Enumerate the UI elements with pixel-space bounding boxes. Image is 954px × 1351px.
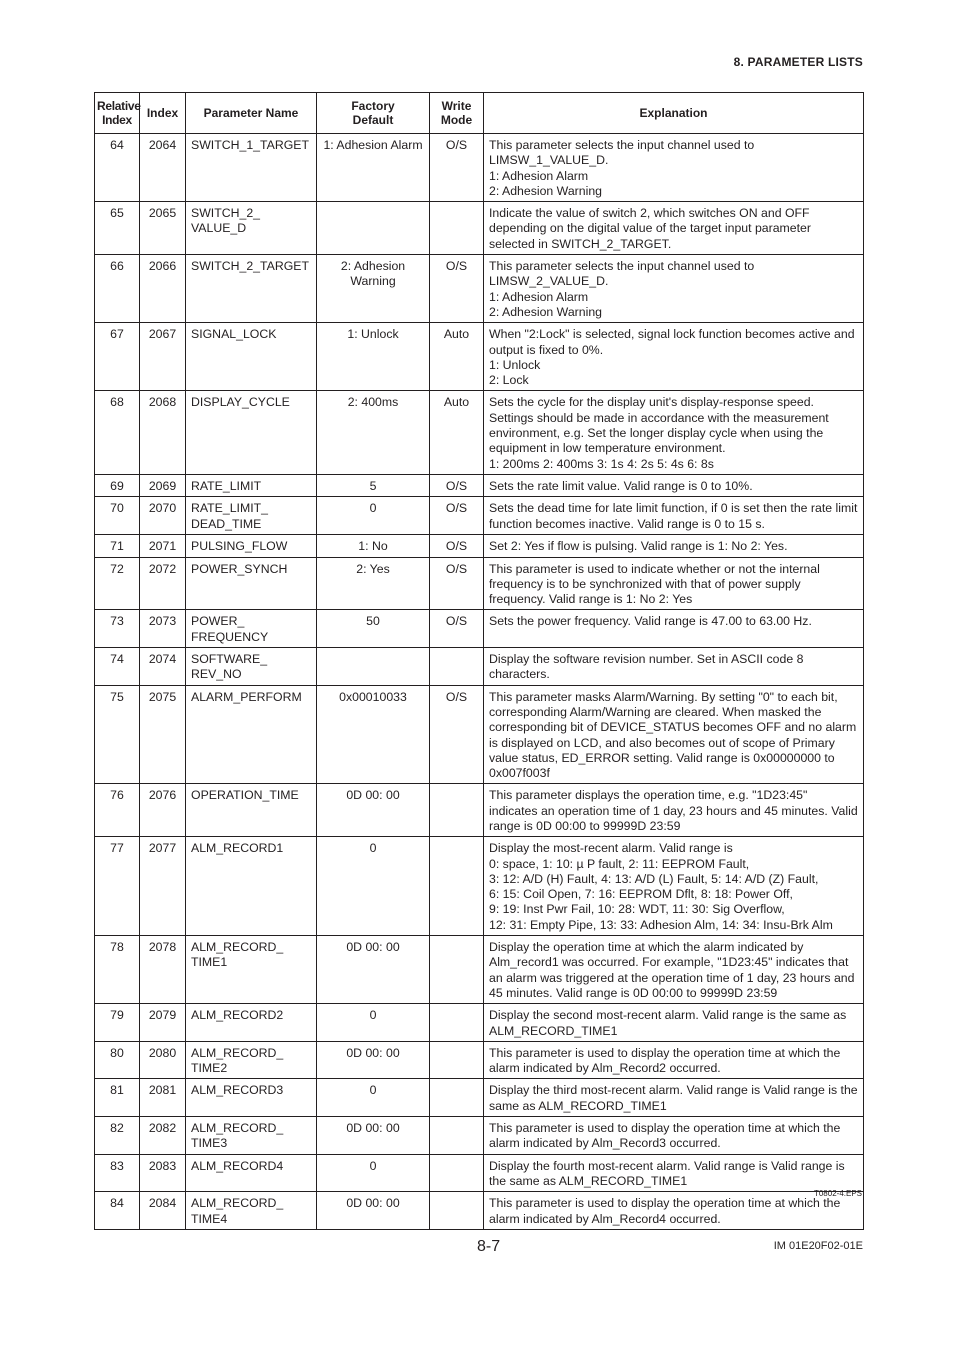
cell-parameter-name: SOFTWARE_ REV_NO — [186, 648, 317, 686]
cell-parameter-name: PULSING_FLOW — [186, 535, 317, 557]
cell-index: 2072 — [140, 557, 186, 610]
cell-index: 2073 — [140, 610, 186, 648]
cell-write-mode: Auto — [430, 323, 484, 391]
cell-write-mode — [430, 1079, 484, 1117]
table-row — [95, 474, 864, 496]
cell-explanation: This parameter selects the input channel used to LIMSW_1_VALUE_D. 1: Adhesion Alarm 2: Adhesion Warning — [484, 134, 864, 202]
parameter-table — [94, 92, 864, 1230]
cell-write-mode — [430, 1041, 484, 1079]
cell-explanation: Display the third most-recent alarm. Valid range is Valid range is the same as ALM_RECORD_TIME1 — [484, 1079, 864, 1117]
cell-parameter-name: ALM_RECORD1 — [186, 837, 317, 936]
cell-index: 2066 — [140, 255, 186, 323]
cell-explanation: When "2:Lock" is selected, signal lock function becomes active and output is fixed to 0%. 1: Unlock 2: Lock — [484, 323, 864, 391]
table-row — [95, 936, 864, 1004]
table-row — [95, 323, 864, 391]
cell-write-mode — [430, 936, 484, 1004]
col-header-index: Index — [140, 93, 186, 134]
cell-factory-default: 50 — [317, 610, 430, 648]
table-row — [95, 648, 864, 686]
cell-index: 2065 — [140, 202, 186, 255]
cell-relative-index: 83 — [95, 1154, 140, 1192]
cell-index: 2069 — [140, 474, 186, 496]
cell-factory-default: 2: Yes — [317, 557, 430, 610]
cell-relative-index: 84 — [95, 1192, 140, 1230]
cell-parameter-name: OPERATION_TIME — [186, 784, 317, 837]
cell-factory-default: 1: Adhesion Alarm — [317, 134, 430, 202]
cell-relative-index: 65 — [95, 202, 140, 255]
cell-parameter-name: ALM_RECORD_ TIME4 — [186, 1192, 317, 1230]
cell-explanation: This parameter is used to indicate whether or not the internal frequency is to be synchronized with that of power supply frequency. Valid range is 1: No 2: Yes — [484, 557, 864, 610]
cell-write-mode: O/S — [430, 474, 484, 496]
cell-explanation: Display the software revision number. Set in ASCII code 8 characters. — [484, 648, 864, 686]
cell-parameter-name: ALM_RECORD_ TIME1 — [186, 936, 317, 1004]
cell-relative-index: 69 — [95, 474, 140, 496]
table-row — [95, 202, 864, 255]
cell-relative-index: 74 — [95, 648, 140, 686]
cell-factory-default: 0 — [317, 1079, 430, 1117]
cell-write-mode — [430, 1004, 484, 1042]
table-row — [95, 1004, 864, 1042]
cell-write-mode — [430, 784, 484, 837]
cell-index: 2080 — [140, 1041, 186, 1079]
document-id: IM 01E20F02-01E — [773, 1240, 863, 1252]
cell-write-mode: O/S — [430, 134, 484, 202]
cell-relative-index: 71 — [95, 535, 140, 557]
cell-parameter-name: ALM_RECORD_ TIME3 — [186, 1117, 317, 1155]
cell-index: 2074 — [140, 648, 186, 686]
table-row — [95, 134, 864, 202]
cell-index: 2064 — [140, 134, 186, 202]
cell-explanation: This parameter masks Alarm/Warning. By setting "0" to each bit, corresponding Alarm/Warning are cleared. When masked the corresponding bit of DEVICE_STATUS becomes OFF and no alarm is displayed on LCD, and also becomes out of scope of Primary value status, ED_ERROR setting. Valid range is 0x00000000 to 0x007f003f — [484, 685, 864, 784]
cell-parameter-name: ALM_RECORD3 — [186, 1079, 317, 1117]
cell-write-mode — [430, 202, 484, 255]
cell-write-mode — [430, 1192, 484, 1230]
cell-explanation: This parameter selects the input channel used to LIMSW_2_VALUE_D. 1: Adhesion Alarm 2: Adhesion Warning — [484, 255, 864, 323]
table-row — [95, 391, 864, 474]
section-title: 8. PARAMETER LISTS — [733, 55, 863, 69]
cell-write-mode: O/S — [430, 497, 484, 535]
cell-write-mode: O/S — [430, 610, 484, 648]
cell-parameter-name: POWER_ FREQUENCY — [186, 610, 317, 648]
cell-factory-default: 1: Unlock — [317, 323, 430, 391]
cell-relative-index: 77 — [95, 837, 140, 936]
cell-relative-index: 66 — [95, 255, 140, 323]
cell-relative-index: 70 — [95, 497, 140, 535]
cell-factory-default: 0 — [317, 1004, 430, 1042]
cell-factory-default: 2: 400ms — [317, 391, 430, 474]
cell-parameter-name: ALARM_PERFORM — [186, 685, 317, 784]
cell-relative-index: 81 — [95, 1079, 140, 1117]
cell-relative-index: 64 — [95, 134, 140, 202]
cell-write-mode — [430, 1117, 484, 1155]
cell-relative-index: 68 — [95, 391, 140, 474]
cell-factory-default: 0 — [317, 1154, 430, 1192]
cell-explanation: Sets the power frequency. Valid range is 47.00 to 63.00 Hz. — [484, 610, 864, 648]
cell-explanation: Sets the cycle for the display unit's display-response speed. Settings should be made in accordance with the measurement environment, e.g. Set the longer display cycle when using the equipment in low temperature environment. 1: 200ms 2: 400ms 3: 1s 4: 2s 5: 4s 6: 8s — [484, 391, 864, 474]
cell-parameter-name: ALM_RECORD_ TIME2 — [186, 1041, 317, 1079]
table-row — [95, 1041, 864, 1079]
cell-factory-default: 0x00010033 — [317, 685, 430, 784]
cell-parameter-name: ALM_RECORD4 — [186, 1154, 317, 1192]
cell-index: 2067 — [140, 323, 186, 391]
cell-index: 2076 — [140, 784, 186, 837]
cell-factory-default — [317, 648, 430, 686]
cell-index: 2084 — [140, 1192, 186, 1230]
cell-explanation: Sets the rate limit value. Valid range is 0 to 10%. — [484, 474, 864, 496]
cell-write-mode: O/S — [430, 255, 484, 323]
col-header-explanation: Explanation — [484, 93, 864, 134]
cell-parameter-name: SWITCH_2_ VALUE_D — [186, 202, 317, 255]
table-header-row — [95, 93, 864, 134]
cell-parameter-name: RATE_LIMIT — [186, 474, 317, 496]
cell-index: 2068 — [140, 391, 186, 474]
col-header-relative-index: Relative Index — [95, 93, 140, 134]
cell-factory-default: 2: Adhesion Warning — [317, 255, 430, 323]
cell-relative-index: 79 — [95, 1004, 140, 1042]
cell-write-mode: O/S — [430, 535, 484, 557]
cell-parameter-name: ALM_RECORD2 — [186, 1004, 317, 1042]
table-row — [95, 1154, 864, 1192]
cell-index: 2081 — [140, 1079, 186, 1117]
cell-factory-default: 5 — [317, 474, 430, 496]
cell-parameter-name: SWITCH_2_TARGET — [186, 255, 317, 323]
cell-factory-default: 0 — [317, 497, 430, 535]
table-row — [95, 255, 864, 323]
cell-relative-index: 76 — [95, 784, 140, 837]
cell-relative-index: 80 — [95, 1041, 140, 1079]
cell-relative-index: 73 — [95, 610, 140, 648]
figure-file-tag: T0802-4.EPS — [813, 1189, 862, 1198]
cell-index: 2082 — [140, 1117, 186, 1155]
table-row — [95, 610, 864, 648]
table-row — [95, 784, 864, 837]
cell-relative-index: 78 — [95, 936, 140, 1004]
cell-factory-default: 0D 00: 00 — [317, 1192, 430, 1230]
cell-explanation: Display the fourth most-recent alarm. Valid range is Valid range is the same as ALM_RECORD_TIME1 — [484, 1154, 864, 1192]
table-row — [95, 497, 864, 535]
cell-parameter-name: SIGNAL_LOCK — [186, 323, 317, 391]
cell-explanation: This parameter displays the operation time, e.g. "1D23:45" indicates an operation time of 1 day, 23 hours and 45 minutes. Valid range is 0D 00:00 to 99999D 23:59 — [484, 784, 864, 837]
cell-explanation: This parameter is used to display the operation time at which the alarm indicated by Alm_Record3 occurred. — [484, 1117, 864, 1155]
cell-write-mode — [430, 648, 484, 686]
col-header-write-mode: Write Mode — [430, 93, 484, 134]
cell-explanation: Display the second most-recent alarm. Valid range is the same as ALM_RECORD_TIME1 — [484, 1004, 864, 1042]
cell-index: 2083 — [140, 1154, 186, 1192]
cell-index: 2079 — [140, 1004, 186, 1042]
table-row — [95, 1192, 864, 1230]
cell-index: 2070 — [140, 497, 186, 535]
table-row — [95, 1117, 864, 1155]
cell-write-mode: Auto — [430, 391, 484, 474]
cell-explanation: This parameter is used to display the operation time at which the alarm indicated by Alm_Record2 occurred. — [484, 1041, 864, 1079]
cell-factory-default: 0D 00: 00 — [317, 936, 430, 1004]
col-header-parameter-name: Parameter Name — [186, 93, 317, 134]
cell-index: 2077 — [140, 837, 186, 936]
cell-factory-default: 0 — [317, 837, 430, 936]
cell-index: 2078 — [140, 936, 186, 1004]
cell-explanation: Set 2: Yes if flow is pulsing. Valid range is 1: No 2: Yes. — [484, 535, 864, 557]
cell-parameter-name: DISPLAY_CYCLE — [186, 391, 317, 474]
cell-factory-default: 0D 00: 00 — [317, 784, 430, 837]
cell-relative-index: 75 — [95, 685, 140, 784]
cell-explanation: Sets the dead time for late limit function, if 0 is set then the rate limit function becomes inactive. Valid range is 0 to 15 s. — [484, 497, 864, 535]
cell-write-mode — [430, 1154, 484, 1192]
cell-explanation: Display the operation time at which the alarm indicated by Alm_record1 was occurred. For example, "1D23:45" indicates that an alarm was triggered at the operation time of 1 day, 23 hours and 45 minutes. Valid range is 0D 00:00 to 99999D 23:59 — [484, 936, 864, 1004]
table-row — [95, 837, 864, 936]
cell-relative-index: 82 — [95, 1117, 140, 1155]
cell-index: 2075 — [140, 685, 186, 784]
cell-explanation: This parameter is used to display the operation time at which the alarm indicated by Alm_Record4 occurred. — [484, 1192, 864, 1230]
table-row — [95, 685, 864, 784]
cell-explanation: Indicate the value of switch 2, which switches ON and OFF depending on the digital value of the target input parameter selected in SWITCH_2_TARGET. — [484, 202, 864, 255]
table-row — [95, 557, 864, 610]
cell-factory-default: 0D 00: 00 — [317, 1041, 430, 1079]
cell-parameter-name: POWER_SYNCH — [186, 557, 317, 610]
cell-relative-index: 67 — [95, 323, 140, 391]
cell-explanation: Display the most-recent alarm. Valid range is 0: space, 1: 10: µ P fault, 2: 11: EEPROM Fault, 3: 12: A/D (H) Fault, 4: 13: A/D (L) Fault, 5: 14: A/D (Z) Fault, 6: 15: Coil Open, 7: 16: EEPROM Dflt, 8: 18: Power Off, 9: 19: Inst Pwr Fail, 10: 28: WDT, 11: 30: Sig Overflow, 12: 31: Empty Pipe, 13: 33: Adhesion Alm, 14: 34: Insu-Brk Alm — [484, 837, 864, 936]
cell-write-mode: O/S — [430, 557, 484, 610]
cell-index: 2071 — [140, 535, 186, 557]
cell-factory-default: 1: No — [317, 535, 430, 557]
cell-factory-default: 0D 00: 00 — [317, 1117, 430, 1155]
page-number: 8-7 — [477, 1238, 501, 1255]
table-row — [95, 535, 864, 557]
cell-write-mode — [430, 837, 484, 936]
cell-relative-index: 72 — [95, 557, 140, 610]
cell-factory-default — [317, 202, 430, 255]
cell-parameter-name: RATE_LIMIT_ DEAD_TIME — [186, 497, 317, 535]
col-header-factory-default: Factory Default — [317, 93, 430, 134]
table-row — [95, 1079, 864, 1117]
cell-parameter-name: SWITCH_1_TARGET — [186, 134, 317, 202]
cell-write-mode: O/S — [430, 685, 484, 784]
